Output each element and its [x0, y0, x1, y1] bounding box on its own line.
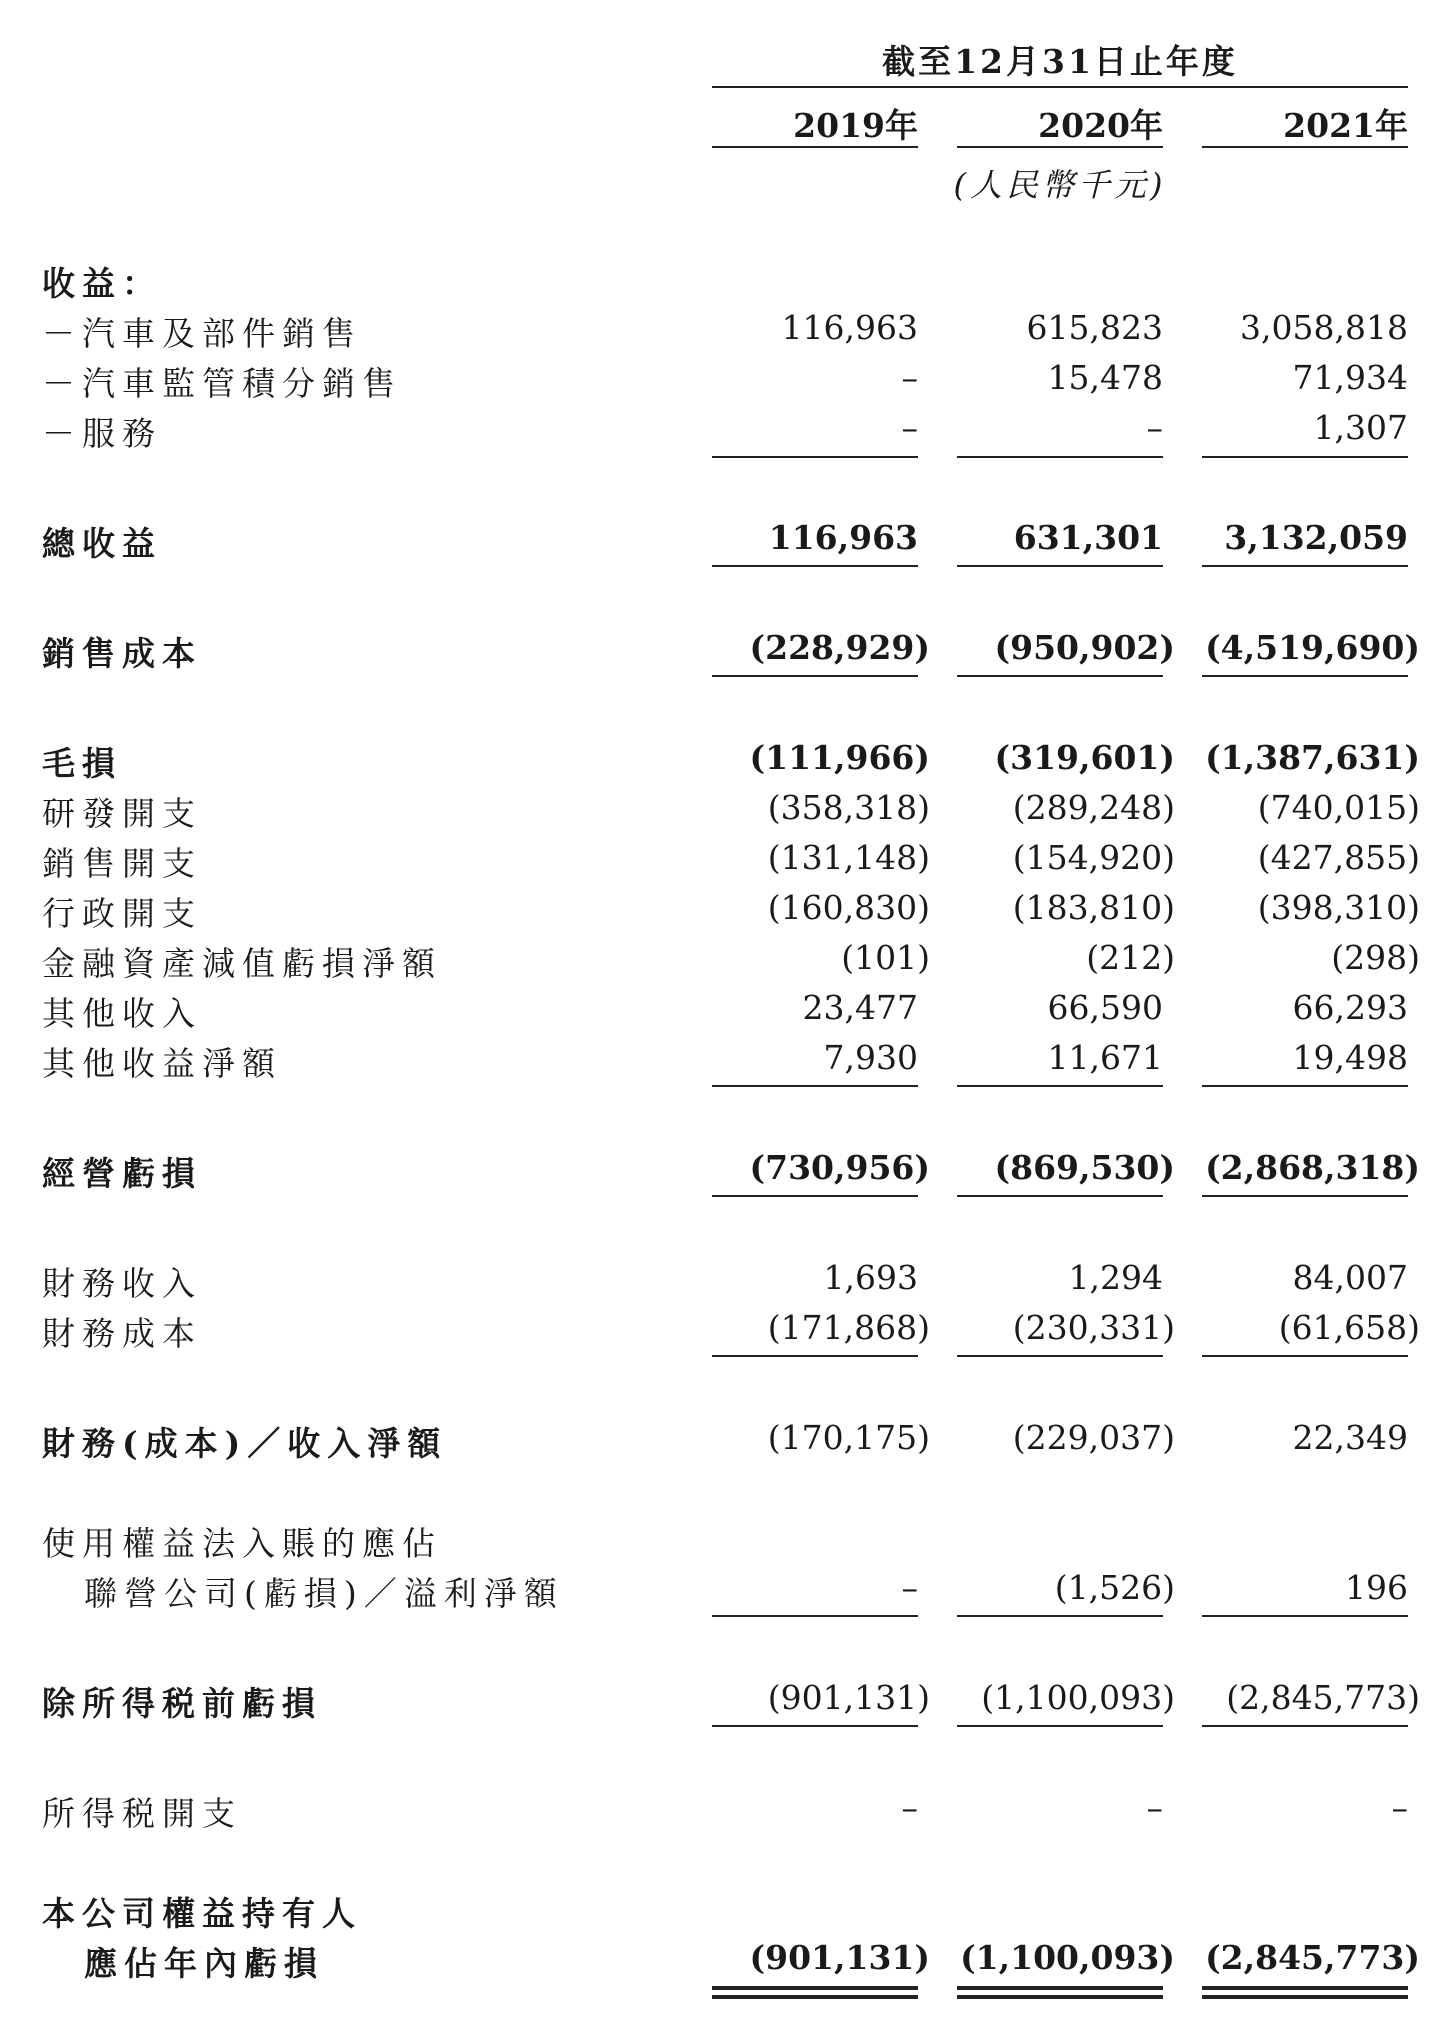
row-value: (111,966): [749, 738, 930, 777]
row-value: (398,310): [1257, 888, 1420, 927]
row-label: 研發開支: [42, 794, 202, 833]
row-value: 116,963: [781, 308, 918, 347]
row-label: 銷售成本: [42, 634, 202, 673]
subtotal-rule: [1202, 1725, 1408, 1727]
subtotal-rule: [712, 1085, 918, 1087]
year-2020: 2020年: [1038, 106, 1163, 145]
row-value: (101): [841, 938, 930, 977]
subtotal-rule: [712, 565, 918, 567]
row-value: (1,100,093): [960, 1938, 1175, 1977]
row-value: (183,810): [1012, 888, 1175, 927]
row-value: (740,015): [1257, 788, 1420, 827]
row-value: –: [901, 1788, 918, 1827]
row-label: 財務(成本)／收入淨額: [42, 1424, 448, 1463]
row-label: 收益：: [42, 264, 162, 303]
subtotal-rule: [957, 1085, 1163, 1087]
row-value: 66,590: [1047, 988, 1163, 1027]
row-value: 1,294: [1068, 1258, 1163, 1297]
subtotal-rule: [1202, 1355, 1408, 1357]
row-label: 除所得税前虧損: [42, 1684, 322, 1723]
subtotal-rule: [712, 1355, 918, 1357]
row-value: (61,658): [1278, 1308, 1420, 1347]
row-value: 19,498: [1292, 1038, 1408, 1077]
subtotal-rule: [957, 1615, 1163, 1617]
subtotal-rule: [957, 456, 1163, 458]
total-double-rule-top: [957, 1986, 1163, 1990]
row-label: 毛損: [42, 744, 122, 783]
subtotal-rule: [1202, 456, 1408, 458]
row-value: 1,307: [1313, 408, 1408, 447]
subtotal-rule: [957, 675, 1163, 677]
row-label: 其他收入: [42, 994, 202, 1033]
row-label: 應佔年內虧損: [84, 1944, 324, 1983]
row-value: 15,478: [1047, 358, 1163, 397]
row-value: (901,131): [749, 1938, 930, 1977]
row-value: 7,930: [823, 1038, 918, 1077]
row-label: 經營虧損: [42, 1154, 202, 1193]
subtotal-rule: [1202, 675, 1408, 677]
row-value: 615,823: [1026, 308, 1163, 347]
row-label: 聯營公司(虧損)／溢利淨額: [84, 1574, 564, 1613]
row-label: 財務收入: [42, 1264, 202, 1303]
row-value: 3,058,818: [1240, 308, 1408, 347]
row-label: 總收益: [42, 524, 162, 563]
row-value: (1,387,631): [1205, 738, 1420, 777]
subtotal-rule: [1202, 1085, 1408, 1087]
subtotal-rule: [712, 1615, 918, 1617]
row-label: －服務: [42, 414, 162, 453]
row-value: (170,175): [767, 1418, 930, 1457]
subtotal-rule: [712, 1725, 918, 1727]
row-value: (171,868): [767, 1308, 930, 1347]
row-value: (4,519,690): [1205, 628, 1420, 667]
row-label: 使用權益法入賬的應佔: [42, 1524, 442, 1563]
row-value: (229,037): [1012, 1418, 1175, 1457]
row-value: (730,956): [749, 1148, 930, 1187]
subtotal-rule: [957, 1725, 1163, 1727]
row-value: (298): [1331, 938, 1420, 977]
total-double-rule-top: [712, 1986, 918, 1990]
row-value: 22,349: [1292, 1418, 1408, 1457]
row-value: (289,248): [1012, 788, 1175, 827]
row-value: –: [1146, 408, 1163, 447]
row-label: －汽車監管積分銷售: [42, 364, 402, 403]
row-value: 3,132,059: [1224, 518, 1408, 557]
subtotal-rule: [1202, 1615, 1408, 1617]
row-value: (212): [1086, 938, 1175, 977]
row-value: 71,934: [1292, 358, 1408, 397]
row-value: 1,693: [823, 1258, 918, 1297]
period-header-rule: [712, 86, 1408, 88]
row-value: (230,331): [1012, 1308, 1175, 1347]
row-label: －汽車及部件銷售: [42, 314, 362, 353]
subtotal-rule: [957, 1355, 1163, 1357]
subtotal-rule: [712, 675, 918, 677]
row-label: 本公司權益持有人: [42, 1894, 362, 1933]
row-label: 財務成本: [42, 1314, 202, 1353]
row-value: –: [1146, 1788, 1163, 1827]
row-value: 23,477: [802, 988, 918, 1027]
row-value: (950,902): [994, 628, 1175, 667]
year-2019: 2019年: [793, 106, 918, 145]
row-value: –: [901, 358, 918, 397]
row-value: 196: [1345, 1568, 1408, 1607]
row-value: 116,963: [768, 518, 918, 557]
row-value: (1,526): [1054, 1568, 1175, 1607]
row-label: 其他收益淨額: [42, 1044, 282, 1083]
row-value: (2,845,773): [1226, 1678, 1420, 1717]
row-label: 銷售開支: [42, 844, 202, 883]
year-rule-2021: [1202, 146, 1408, 148]
subtotal-rule: [957, 1195, 1163, 1197]
row-value: 11,671: [1047, 1038, 1163, 1077]
row-value: (160,830): [767, 888, 930, 927]
total-double-rule-bottom: [1202, 1995, 1408, 1999]
row-label: 金融資產減值虧損淨額: [42, 944, 442, 983]
row-value: (901,131): [767, 1678, 930, 1717]
total-double-rule-top: [1202, 1986, 1408, 1990]
subtotal-rule: [712, 456, 918, 458]
subtotal-rule: [957, 565, 1163, 567]
row-value: (358,318): [767, 788, 930, 827]
row-value: 631,301: [1013, 518, 1163, 557]
year-2021: 2021年: [1283, 106, 1408, 145]
year-rule-2019: [712, 146, 918, 148]
unit-label: (人民幣千元): [953, 166, 1167, 204]
row-label: 行政開支: [42, 894, 202, 933]
row-value: (2,868,318): [1205, 1148, 1420, 1187]
row-value: –: [1391, 1788, 1408, 1827]
year-rule-2020: [957, 146, 1163, 148]
row-value: (228,929): [749, 628, 930, 667]
row-label: 所得税開支: [42, 1794, 242, 1833]
row-value: –: [901, 408, 918, 447]
total-double-rule-bottom: [712, 1995, 918, 1999]
row-value: (2,845,773): [1205, 1938, 1420, 1977]
subtotal-rule: [1202, 565, 1408, 567]
subtotal-rule: [1202, 1195, 1408, 1197]
row-value: (154,920): [1012, 838, 1175, 877]
row-value: –: [901, 1568, 918, 1607]
row-value: 84,007: [1292, 1258, 1408, 1297]
row-value: 66,293: [1292, 988, 1408, 1027]
total-double-rule-bottom: [957, 1995, 1163, 1999]
row-value: (319,601): [994, 738, 1175, 777]
row-value: (427,855): [1257, 838, 1420, 877]
row-value: (1,100,093): [981, 1678, 1175, 1717]
row-value: (131,148): [767, 838, 930, 877]
subtotal-rule: [712, 1195, 918, 1197]
period-header: 截至12月31日止年度: [882, 42, 1238, 81]
row-value: (869,530): [994, 1148, 1175, 1187]
